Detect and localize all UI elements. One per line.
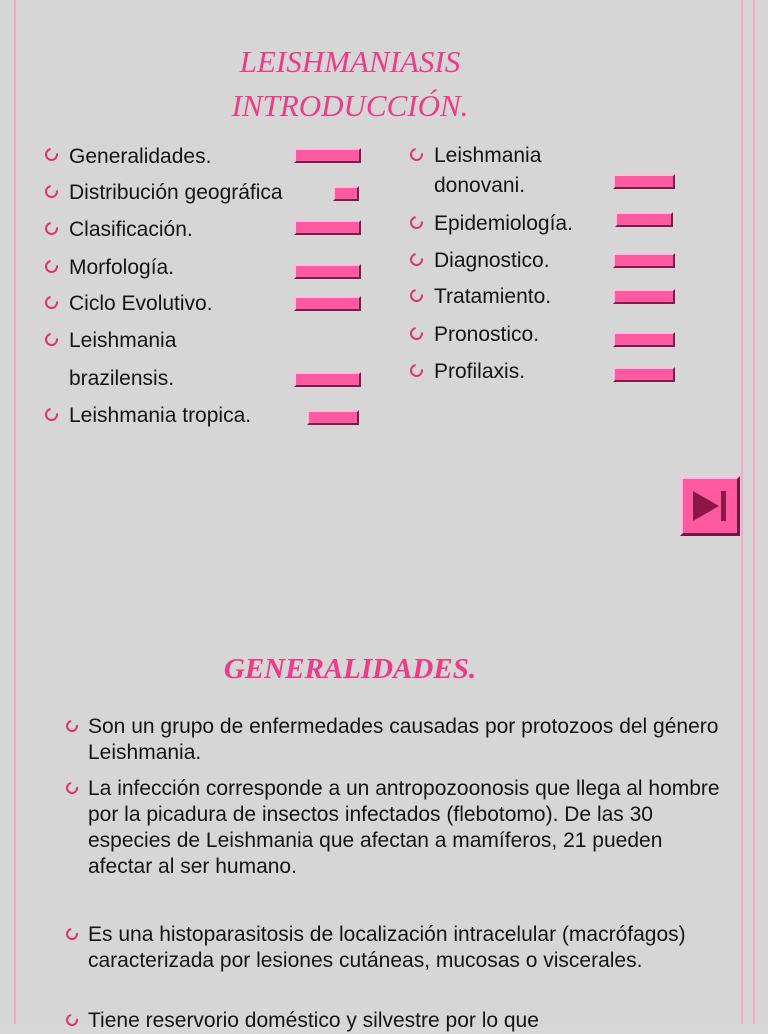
- link-button-morfologia[interactable]: [294, 264, 361, 279]
- menu-item-leishmania-donovani-cont[interactable]: donovani.: [434, 174, 526, 197]
- menu-item-ciclo-evolutivo[interactable]: Ciclo Evolutivo.: [69, 292, 213, 315]
- right-rule-inner: [741, 0, 743, 628]
- menu-item-diagnostico[interactable]: Diagnostico.: [434, 249, 550, 272]
- menu-item-leishmania-brazilensis-cont[interactable]: brazilensis.: [69, 367, 175, 390]
- end-bar-icon: [721, 491, 726, 521]
- link-button-diagnostico[interactable]: [613, 253, 675, 268]
- link-button-ciclo-evolutivo[interactable]: [294, 296, 361, 311]
- menu-item-generalidades[interactable]: Generalidades.: [69, 145, 212, 168]
- menu-item-morfologia[interactable]: Morfología.: [69, 256, 175, 279]
- menu-item-clasificacion[interactable]: Clasificación.: [69, 218, 193, 241]
- menu-item-pronostico[interactable]: Pronostico.: [434, 323, 540, 346]
- bullet-icon: [42, 257, 60, 275]
- left-rule: [14, 628, 16, 1024]
- link-button-clasificacion[interactable]: [294, 220, 361, 235]
- bullet-icon: [407, 145, 425, 163]
- link-button-generalidades[interactable]: [294, 148, 361, 163]
- link-button-tratamiento[interactable]: [613, 289, 675, 304]
- slide-title: LEISHMANIASIS INTRODUCCIÓN.: [231, 44, 469, 123]
- next-slide-button[interactable]: [680, 476, 740, 536]
- bullet-icon: [407, 213, 425, 231]
- left-rule: [14, 0, 16, 628]
- slide-title-generalidades: GENERALIDADES.: [223, 653, 477, 685]
- link-button-pronostico[interactable]: [613, 332, 675, 347]
- bullet-icon: [407, 286, 425, 304]
- menu-item-tratamiento[interactable]: Tratamiento.: [434, 285, 552, 308]
- bullet-icon: [42, 293, 60, 311]
- link-button-distribucion[interactable]: [333, 186, 359, 201]
- paragraph-1: Son un grupo de enfermedades causadas por protozoos del género Leishmania.: [88, 715, 719, 764]
- play-icon: [693, 491, 719, 521]
- right-rule-outer: [753, 0, 755, 628]
- bullet-icon: [407, 361, 425, 379]
- bullet-icon: [42, 182, 60, 200]
- menu-item-profilaxis[interactable]: Profilaxis.: [434, 360, 526, 383]
- menu-item-leishmania-brazilensis[interactable]: Leishmania: [69, 329, 177, 352]
- bullet-icon: [42, 405, 60, 423]
- link-button-profilaxis[interactable]: [613, 367, 675, 382]
- bullet-icon: [42, 145, 60, 163]
- bullet-icon: [42, 330, 60, 348]
- bullet-icon: [407, 250, 425, 268]
- right-rule-outer: [753, 628, 755, 1024]
- bullet-icon: [42, 219, 60, 237]
- right-rule-inner: [741, 628, 743, 1024]
- menu-item-leishmania-tropica[interactable]: Leishmania tropica.: [69, 404, 252, 427]
- link-button-brazilensis[interactable]: [294, 372, 361, 387]
- paragraph-2: La infección corresponde a un antropozoonosis que llega al hombre por la picadura de insectos infectados (flebotomo). De las 30 especies de Leishmania que afectan a mamíferos, 21 pueden afectar al ser humano.: [88, 777, 720, 878]
- link-button-epidemiologia[interactable]: [615, 212, 673, 227]
- menu-item-epidemiologia[interactable]: Epidemiología.: [434, 212, 573, 235]
- bullet-icon: [407, 324, 425, 342]
- link-button-donovani[interactable]: [613, 174, 675, 189]
- menu-item-distribucion[interactable]: Distribución geográfica: [69, 181, 283, 204]
- paragraph-3: Es una histoparasitosis de localización intracelular (macrófagos) caracterizada por lesiones cutáneas, mucosas o viscerales.: [88, 923, 686, 972]
- paragraph-4: Tiene reservorio doméstico y silvestre por lo que: [88, 1009, 539, 1032]
- link-button-tropica[interactable]: [307, 410, 359, 425]
- menu-item-leishmania-donovani[interactable]: Leishmania: [434, 144, 542, 167]
